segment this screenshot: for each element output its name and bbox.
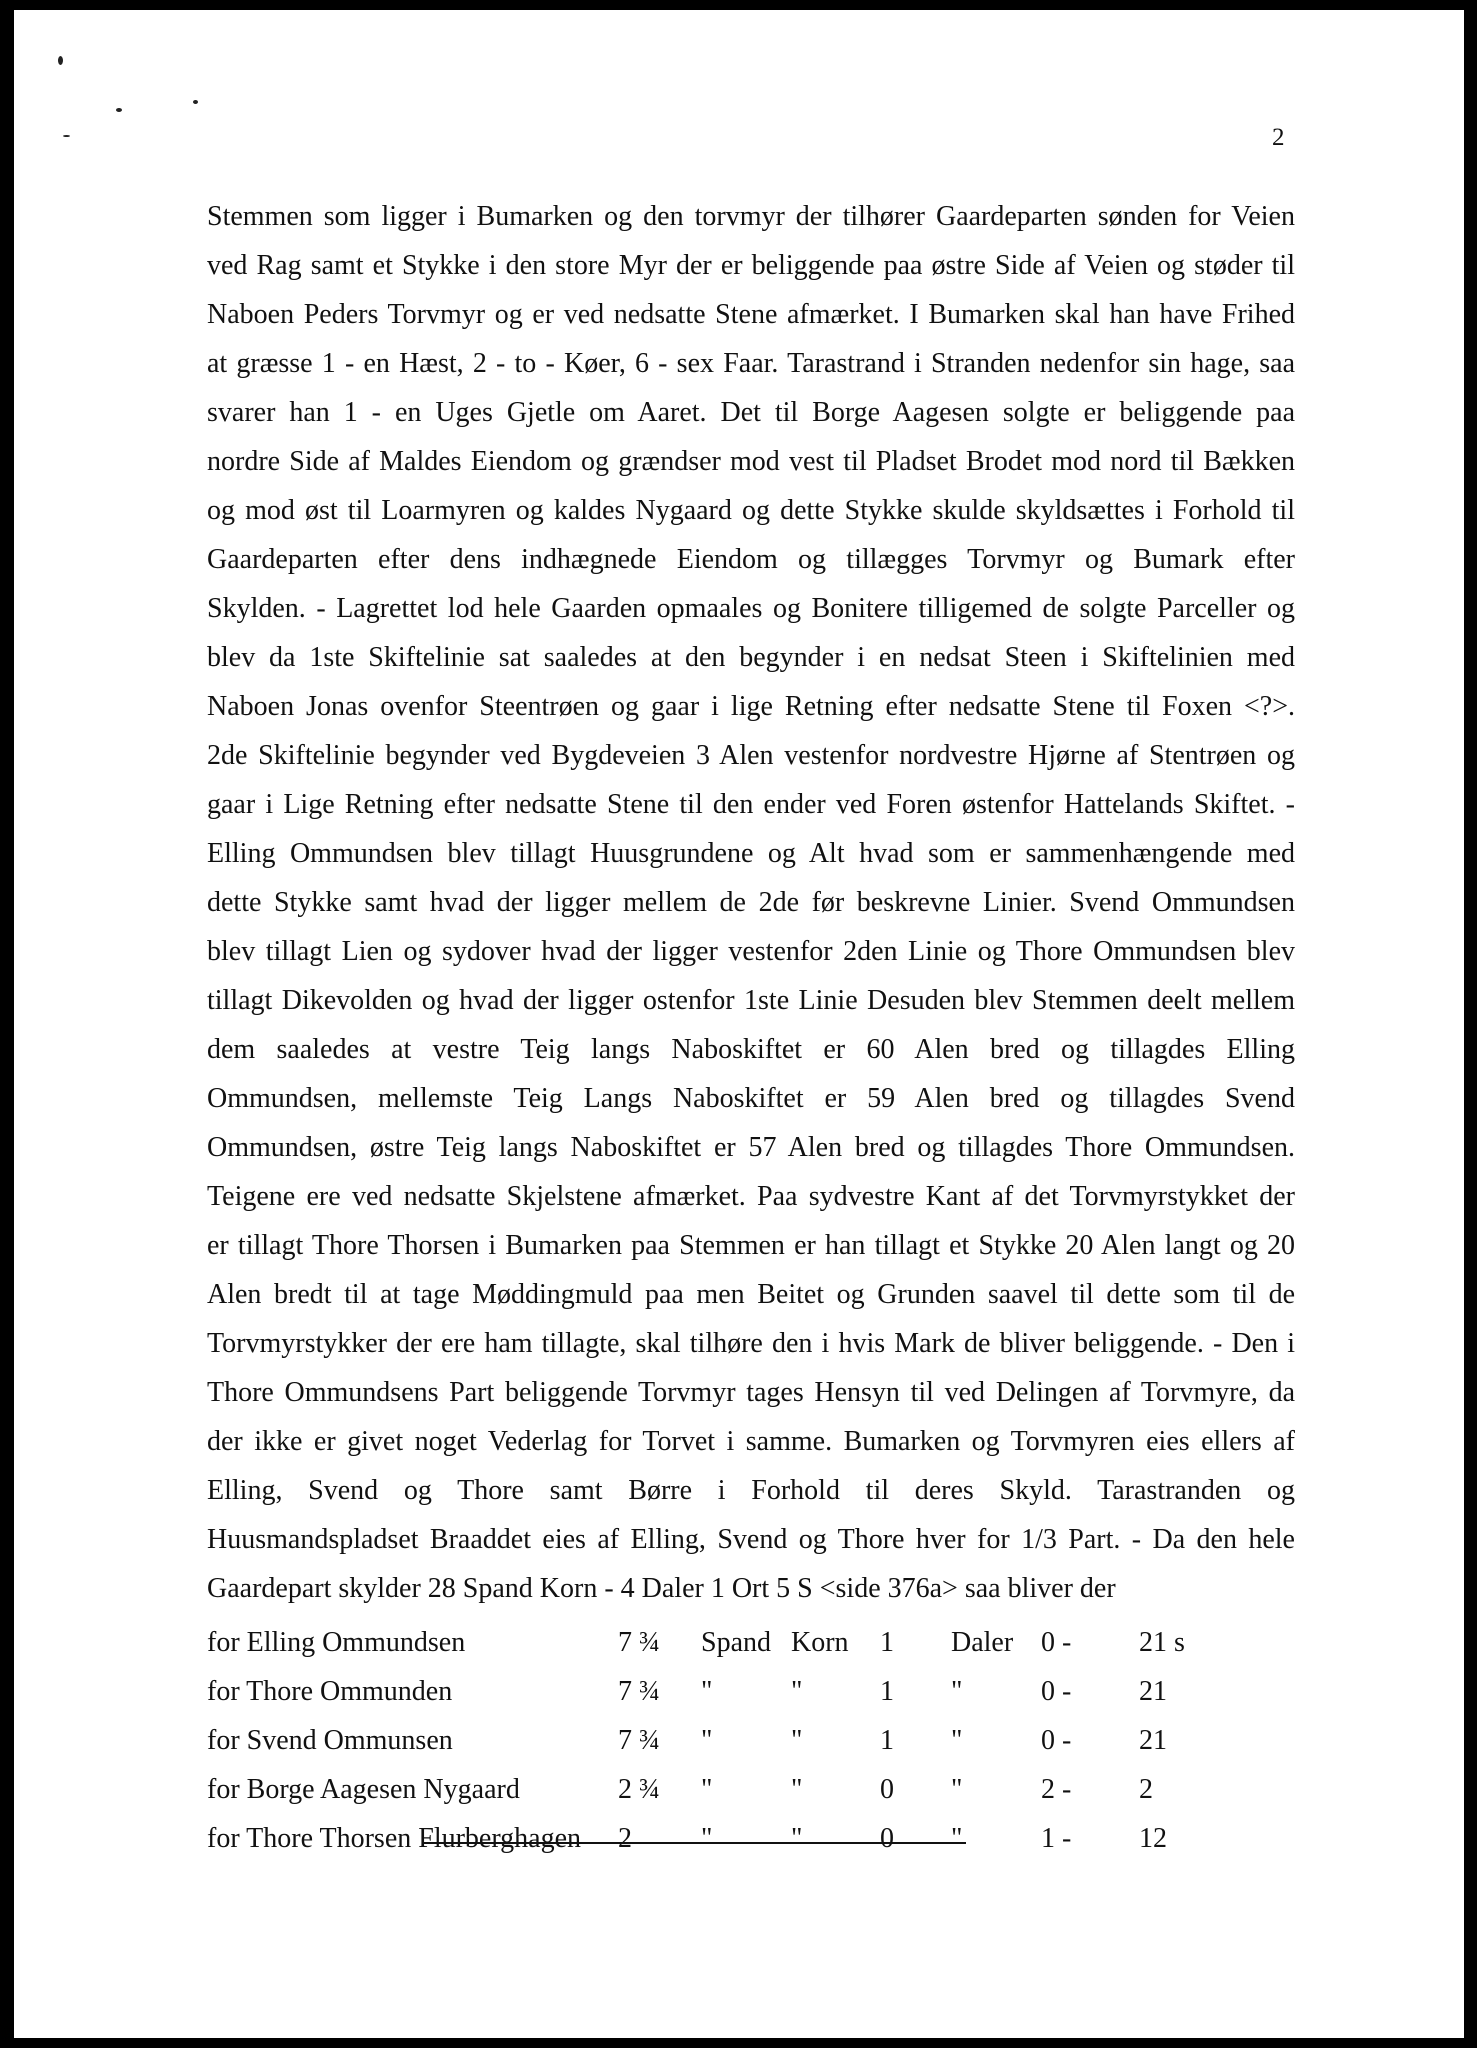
text-line: Elling, Svend og Thore samt Børre i Forhold til deres Skyld. Tarastranden og	[207, 1475, 1295, 1506]
owner-name: for Thore Ommunden	[207, 1676, 453, 1707]
text-line: Huusmandspladset Braaddet eies af Elling, Svend og Thore hver for 1/3 Part. - Da den hele	[207, 1524, 1295, 1555]
daler-amount: 1	[880, 1676, 894, 1707]
unit-daler: Daler	[951, 1627, 1014, 1658]
sum-underline	[422, 1842, 966, 1844]
tax-assessment-table	[207, 1618, 1207, 1863]
text-line: gaar i Lige Retning efter nedsatte Stene til den ender ved Foren østenfor Hattelands Skiftet. -	[207, 789, 1295, 820]
text-line: Naboen Jonas ovenfor Steentrøen og gaar i lige Retning efter nedsatte Stene til Foxen <?>.	[207, 691, 1295, 722]
daler-amount: 1	[880, 1627, 894, 1658]
text-line: Naboen Peders Torvmyr og er ved nedsatte Stene afmærket. I Bumarken skal han have Frihed	[207, 299, 1295, 330]
unit-spand: Spand	[701, 1627, 771, 1658]
text-line: Gaardepart skylder 28 Spand Korn - 4 Daler 1 Ort 5 S <side 376a> saa bliver der	[207, 1573, 1116, 1604]
text-line: er tillagt Thore Thorsen i Bumarken paa Stemmen er han tillagt et Stykke 20 Alen langt og 20	[207, 1230, 1295, 1261]
text-line: Alen bredt til at tage Møddingmuld paa men Beitet og Grunden saavel til dette som til de	[207, 1279, 1295, 1310]
ort-amount: 0 -	[1041, 1725, 1072, 1756]
daler-amount: 0	[880, 1774, 894, 1805]
scan-speck	[58, 56, 63, 65]
unit-korn: "	[791, 1823, 803, 1854]
owner-name: for Svend Ommunsen	[207, 1725, 453, 1756]
text-line: Thore Ommundsens Part beliggende Torvmyr tages Hensyn til ved Delingen af Torvmyre, da	[207, 1377, 1295, 1408]
text-line: tillagt Dikevolden og hvad der ligger ostenfor 1ste Linie Desuden blev Stemmen deelt mellem	[207, 985, 1295, 1016]
daler-amount: 1	[880, 1725, 894, 1756]
unit-daler: "	[951, 1676, 963, 1707]
text-line: Ommundsen, mellemste Teig Langs Naboskiftet er 59 Alen bred og tillagdes Svend	[207, 1083, 1295, 1114]
ort-amount: 2 -	[1041, 1774, 1072, 1805]
text-line: Torvmyrstykker der ere ham tillagte, skal tilhøre den i hvis Mark de bliver beliggende. - Den i	[207, 1328, 1295, 1359]
spand-amount: 7 ¾	[618, 1676, 660, 1707]
skilling-amount: 12	[1139, 1823, 1167, 1854]
scan-speck	[116, 108, 122, 112]
document-page	[14, 10, 1464, 2038]
scan-speck	[63, 135, 70, 137]
skilling-amount: 21	[1139, 1676, 1167, 1707]
text-line: Skylden. - Lagrettet lod hele Gaarden opmaales og Bonitere tilligemed de solgte Parceller og	[207, 593, 1295, 624]
owner-name: for Elling Ommundsen	[207, 1627, 466, 1658]
text-line: blev da 1ste Skiftelinie sat saaledes at den begynder i en nedsat Steen i Skiftelinien med	[207, 642, 1295, 673]
text-line: nordre Side af Maldes Eiendom og grændser mod vest til Pladset Brodet mod nord til Bækken	[207, 446, 1295, 477]
unit-spand: "	[701, 1774, 713, 1805]
text-line: dem saaledes at vestre Teig langs Naboskiftet er 60 Alen bred og tillagdes Elling	[207, 1034, 1295, 1065]
text-line: Stemmen som ligger i Bumarken og den torvmyr der tilhører Gaardeparten sønden for Veien	[207, 201, 1295, 232]
spand-amount: 2 ¾	[618, 1774, 660, 1805]
text-line: ved Rag samt et Stykke i den store Myr der er beliggende paa østre Side af Veien og støder til	[207, 250, 1295, 281]
table-row	[207, 1716, 1207, 1765]
skilling-amount: 21 s	[1139, 1627, 1185, 1658]
text-line: der ikke er givet noget Vederlag for Torvet i samme. Bumarken og Torvmyren eies ellers af	[207, 1426, 1295, 1457]
table-row	[207, 1814, 1207, 1863]
spand-amount: 7 ¾	[618, 1725, 660, 1756]
scan-speck	[193, 100, 198, 104]
text-line: 2de Skiftelinie begynder ved Bygdeveien 3 Alen vestenfor nordvestre Hjørne af Stentrøen og	[207, 740, 1295, 771]
table-row	[207, 1765, 1207, 1814]
table-row	[207, 1618, 1207, 1667]
unit-korn: "	[791, 1725, 803, 1756]
ort-amount: 1 -	[1041, 1823, 1072, 1854]
unit-korn: "	[791, 1774, 803, 1805]
skilling-amount: 2	[1139, 1774, 1153, 1805]
table-row	[207, 1667, 1207, 1716]
unit-korn: Korn	[791, 1627, 849, 1658]
page-number: 2	[1272, 124, 1285, 151]
spand-amount: 2	[618, 1823, 632, 1854]
text-line: blev tillagt Lien og sydover hvad der ligger vestenfor 2den Linie og Thore Ommundsen blev	[207, 936, 1295, 967]
text-line: Gaardeparten efter dens indhægnede Eiendom og tillægges Torvmyr og Bumark efter	[207, 544, 1295, 575]
daler-amount: 0	[880, 1823, 894, 1854]
spand-amount: 7 ¾	[618, 1627, 660, 1658]
unit-spand: "	[701, 1823, 713, 1854]
ort-amount: 0 -	[1041, 1627, 1072, 1658]
text-line: Ommundsen, østre Teig langs Naboskiftet er 57 Alen bred og tillagdes Thore Ommundsen.	[207, 1132, 1295, 1163]
text-line: at græsse 1 - en Hæst, 2 - to - Køer, 6 - sex Faar. Tarastrand i Stranden nedenfor sin hage, saa	[207, 348, 1295, 379]
text-line: svarer han 1 - en Uges Gjetle om Aaret. Det til Borge Aagesen solgte er beliggende paa	[207, 397, 1295, 428]
text-line: Elling Ommundsen blev tillagt Huusgrundene og Alt hvad som er sammenhængende med	[207, 838, 1295, 869]
text-line: og mod øst til Loarmyren og kaldes Nygaard og dette Stykke skulde skyldsættes i Forhold til	[207, 495, 1295, 526]
unit-daler: "	[951, 1823, 963, 1854]
owner-name: for Thore Thorsen Flurberghagen	[207, 1823, 582, 1854]
ort-amount: 0 -	[1041, 1676, 1072, 1707]
unit-spand: "	[701, 1725, 713, 1756]
unit-korn: "	[791, 1676, 803, 1707]
unit-daler: "	[951, 1774, 963, 1805]
text-line: Teigene ere ved nedsatte Skjelstene afmærket. Paa sydvestre Kant af det Torvmyrstykket der	[207, 1181, 1295, 1212]
unit-spand: "	[701, 1676, 713, 1707]
owner-name: for Borge Aagesen Nygaard	[207, 1774, 520, 1805]
skilling-amount: 21	[1139, 1725, 1167, 1756]
text-line: dette Stykke samt hvad der ligger mellem de 2de før beskrevne Linier. Svend Ommundsen	[207, 887, 1295, 918]
unit-daler: "	[951, 1725, 963, 1756]
body-text	[207, 192, 1295, 1613]
